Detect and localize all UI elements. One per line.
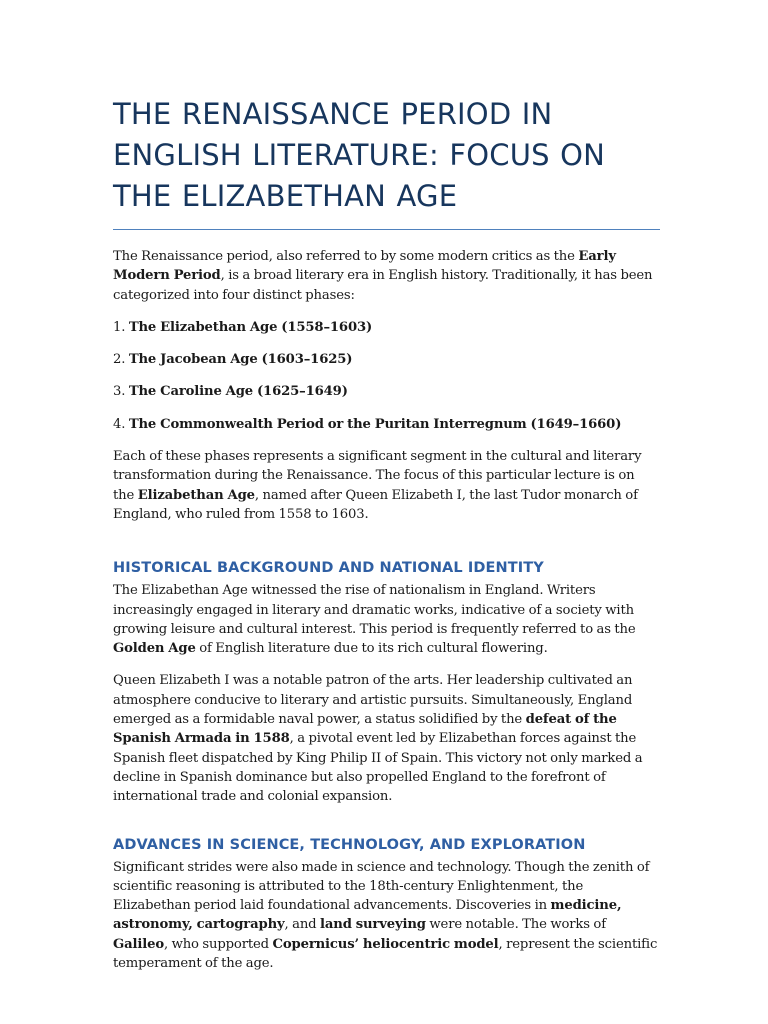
phase-number: 2. [113, 352, 129, 368]
phase-number: 4. [113, 416, 129, 432]
title-underline [113, 229, 660, 230]
science-paragraph-1 [113, 858, 658, 974]
phase-item-4 [113, 415, 658, 434]
sci-text-1: Significant strides were also made in science and technology. Though the zenith of scientific reasoning is attributed to the 18th-century Enlightenment, the Elizabethan period laid foundational advancements. Discoveries in [113, 859, 650, 914]
intro-text-1: The Renaissance period, also referred to by some modern critics as the [113, 249, 579, 264]
phase-number: 1. [113, 319, 129, 335]
sci-bold-land-surveying: land surveying [320, 917, 426, 933]
hist1-bold-golden-age: Golden Age [113, 641, 196, 657]
phase-number: 3. [113, 384, 129, 400]
sci-bold-galileo: Galileo [113, 936, 164, 952]
intro-paragraph [113, 247, 658, 305]
sci-bold-copernicus: Copernicus’ heliocentric model [272, 936, 499, 952]
hist2-bold-armada: defeat of the Spanish Armada in 1588 [113, 712, 617, 747]
summary-bold-elizabethan-age: Elizabethan Age [137, 487, 255, 503]
hist2-text-1: Queen Elizabeth I was a notable patron of the arts. Her leadership cultivated an atmosphere conducive to literary and artistic pursuits. Simultaneously, England emerged as a formidable naval power, a status solidified by the [113, 673, 633, 728]
hist1-text-2: of English literature due to its rich cultural flowering. [195, 641, 548, 657]
sci-text-3: were notable. The works of [425, 917, 606, 933]
hist2-text-2: , a pivotal event led by Elizabethan forces against the Spanish fleet dispatched by King Philip II of Spain. This victory not only marked a decline in Spanish dominance but also propelled England to the forefront of international trade and colonial expansion. [113, 731, 643, 805]
sci-text-2: , and [284, 917, 321, 933]
intro-bold-early-modern: Early Modern Period [113, 249, 616, 284]
phase-label: The Jacobean Age (1603–1625) [128, 352, 353, 368]
sci-text-5: , represent the scientific temperament of the age. [113, 936, 658, 972]
document-title: THE RENAISSANCE PERIOD IN ENGLISH LITERATURE: FOCUS ON THE ELIZABETHAN AGE [113, 97, 606, 213]
historical-paragraph-2 [113, 671, 658, 806]
phase-label: The Caroline Age (1625–1649) [128, 384, 348, 400]
sci-bold-disciplines: medicine, astronomy, cartography [113, 898, 622, 933]
phase-item-3 [113, 382, 658, 401]
summary-text-2: , named after Queen Elizabeth I, the last Tudor monarch of England, who ruled from 1558 to 1603. [113, 487, 638, 522]
summary-text-1: Each of these phases represents a significant segment in the cultural and literary transformation during the Renaissance. The focus of this particular lecture is on the [113, 449, 642, 503]
phase-label: The Commonwealth Period or the Puritan Interregnum (1649–1660) [128, 416, 622, 432]
phase-item-2 [113, 350, 658, 369]
hist1-text-1: The Elizabethan Age witnessed the rise of nationalism in England. Writers increasingly engaged in literary and dramatic works, indicative of a society with growing leisure and cultural interest. This period is frequently referred to as the [113, 583, 636, 637]
historical-paragraph-1 [113, 581, 658, 658]
section-heading-science-technology: ADVANCES IN SCIENCE, TECHNOLOGY, AND EXPLORATION [113, 836, 586, 853]
phase-label: The Elizabethan Age (1558–1603) [128, 319, 373, 335]
phases-summary-paragraph [113, 447, 658, 524]
sci-text-4: , who supported [163, 936, 273, 952]
section-heading-historical-background: HISTORICAL BACKGROUND AND NATIONAL IDENTITY [113, 560, 544, 577]
intro-text-2: , is a broad literary era in English history. Traditionally, it has been categorized into four distinct phases: [113, 268, 653, 303]
phase-item-1 [113, 318, 658, 337]
